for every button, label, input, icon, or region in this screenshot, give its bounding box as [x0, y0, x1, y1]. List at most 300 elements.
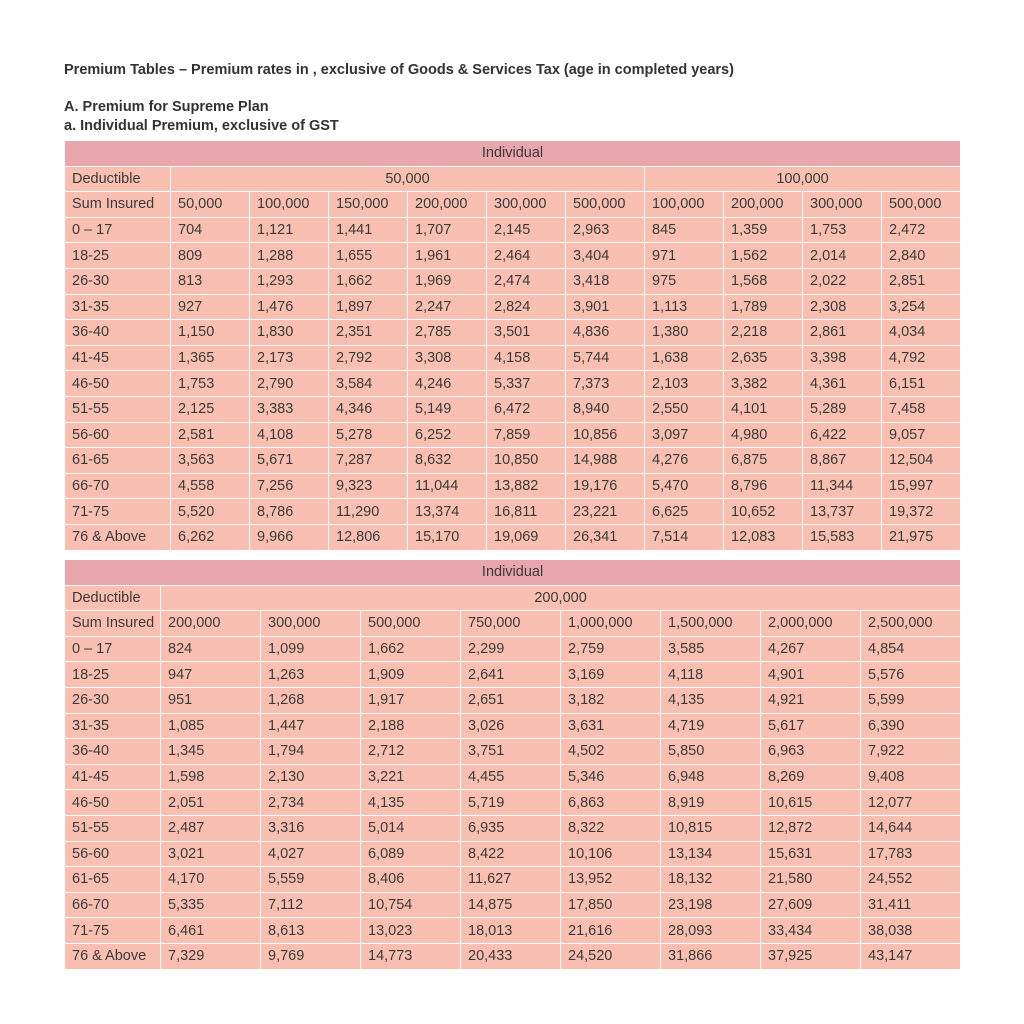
premium-value: 2,218 [724, 320, 803, 346]
deductible-row [65, 166, 961, 192]
table-header-row [65, 141, 961, 167]
premium-value: 1,562 [724, 243, 803, 269]
premium-value: 4,118 [661, 662, 761, 688]
premium-value: 4,135 [661, 687, 761, 713]
table-header: Individual [65, 141, 961, 167]
premium-value: 3,382 [724, 371, 803, 397]
page-title: Premium Tables – Premium rates in , exclusive of Goods & Services Tax (age in completed years) [64, 62, 734, 78]
premium-value: 5,617 [761, 713, 861, 739]
premium-value: 1,707 [408, 217, 487, 243]
premium-value: 13,952 [561, 867, 661, 893]
age-band: 26-30 [65, 687, 161, 713]
premium-value: 5,470 [645, 473, 724, 499]
premium-value: 2,299 [461, 636, 561, 662]
age-band: 56-60 [65, 422, 171, 448]
sum-insured-value: 2,000,000 [761, 611, 861, 637]
premium-value: 2,130 [261, 764, 361, 790]
premium-value: 4,558 [171, 473, 250, 499]
premium-value: 5,559 [261, 867, 361, 893]
premium-value: 2,247 [408, 294, 487, 320]
age-band: 31-35 [65, 294, 171, 320]
premium-value: 24,520 [561, 943, 661, 969]
premium-value: 809 [171, 243, 250, 269]
premium-value: 4,170 [161, 867, 261, 893]
premium-value: 20,433 [461, 943, 561, 969]
table-row [65, 524, 961, 550]
premium-value: 33,434 [761, 918, 861, 944]
premium-value: 2,635 [724, 345, 803, 371]
table-row [65, 422, 961, 448]
premium-value: 1,121 [250, 217, 329, 243]
premium-value: 3,418 [566, 268, 645, 294]
premium-value: 3,398 [803, 345, 882, 371]
premium-value: 6,935 [461, 815, 561, 841]
premium-value: 7,373 [566, 371, 645, 397]
premium-value: 8,613 [261, 918, 361, 944]
premium-value: 3,631 [561, 713, 661, 739]
premium-value: 9,057 [882, 422, 961, 448]
premium-value: 4,158 [487, 345, 566, 371]
premium-value: 14,773 [361, 943, 461, 969]
premium-table-deductible-200k [64, 559, 961, 970]
premium-value: 3,563 [171, 448, 250, 474]
premium-value: 10,615 [761, 790, 861, 816]
premium-value: 3,751 [461, 739, 561, 765]
premium-value: 1,789 [724, 294, 803, 320]
table-row [65, 739, 961, 765]
premium-value: 1,662 [361, 636, 461, 662]
premium-value: 1,345 [161, 739, 261, 765]
premium-value: 6,472 [487, 396, 566, 422]
premium-value: 26,341 [566, 524, 645, 550]
premium-value: 3,901 [566, 294, 645, 320]
premium-value: 1,359 [724, 217, 803, 243]
premium-value: 16,811 [487, 499, 566, 525]
premium-value: 5,520 [171, 499, 250, 525]
table-row [65, 448, 961, 474]
premium-value: 3,383 [250, 396, 329, 422]
premium-value: 4,027 [261, 841, 361, 867]
premium-value: 13,023 [361, 918, 461, 944]
premium-value: 4,246 [408, 371, 487, 397]
premium-value: 9,966 [250, 524, 329, 550]
table-row [65, 345, 961, 371]
table-row [65, 320, 961, 346]
premium-value: 1,441 [329, 217, 408, 243]
premium-value: 1,969 [408, 268, 487, 294]
deductible-label: Deductible [65, 166, 171, 192]
premium-value: 13,882 [487, 473, 566, 499]
premium-value: 14,875 [461, 892, 561, 918]
sum-insured-value: 50,000 [171, 192, 250, 218]
premium-value: 8,919 [661, 790, 761, 816]
premium-table-deductible-50k-100k [64, 140, 961, 551]
sum-insured-value: 1,500,000 [661, 611, 761, 637]
sum-insured-row [65, 192, 961, 218]
premium-value: 4,346 [329, 396, 408, 422]
premium-value: 4,980 [724, 422, 803, 448]
premium-value: 15,997 [882, 473, 961, 499]
premium-value: 3,221 [361, 764, 461, 790]
premium-value: 4,502 [561, 739, 661, 765]
premium-value: 2,103 [645, 371, 724, 397]
age-band: 66-70 [65, 892, 161, 918]
premium-value: 927 [171, 294, 250, 320]
sum-insured-value: 200,000 [161, 611, 261, 637]
subsection-heading: a. Individual Premium, exclusive of GST [64, 118, 339, 134]
premium-value: 4,901 [761, 662, 861, 688]
premium-value: 2,851 [882, 268, 961, 294]
premium-value: 8,940 [566, 396, 645, 422]
premium-value: 12,077 [861, 790, 961, 816]
premium-value: 2,861 [803, 320, 882, 346]
premium-value: 21,580 [761, 867, 861, 893]
deductible-value: 100,000 [645, 166, 961, 192]
premium-value: 5,014 [361, 815, 461, 841]
premium-value: 3,026 [461, 713, 561, 739]
premium-value: 7,256 [250, 473, 329, 499]
table-row [65, 815, 961, 841]
age-band: 18-25 [65, 662, 161, 688]
premium-value: 4,455 [461, 764, 561, 790]
premium-value: 2,188 [361, 713, 461, 739]
premium-value: 2,840 [882, 243, 961, 269]
premium-value: 971 [645, 243, 724, 269]
premium-value: 2,712 [361, 739, 461, 765]
sum-insured-label: Sum Insured [65, 611, 161, 637]
age-band: 36-40 [65, 320, 171, 346]
premium-value: 4,921 [761, 687, 861, 713]
premium-value: 1,085 [161, 713, 261, 739]
premium-value: 2,351 [329, 320, 408, 346]
premium-value: 15,583 [803, 524, 882, 550]
premium-value: 13,134 [661, 841, 761, 867]
premium-value: 4,836 [566, 320, 645, 346]
age-band: 76 & Above [65, 524, 171, 550]
premium-value: 3,021 [161, 841, 261, 867]
premium-value: 17,850 [561, 892, 661, 918]
age-band: 56-60 [65, 841, 161, 867]
age-band: 18-25 [65, 243, 171, 269]
premium-value: 2,173 [250, 345, 329, 371]
premium-value: 2,790 [250, 371, 329, 397]
table-row [65, 790, 961, 816]
table-row [65, 636, 961, 662]
premium-value: 7,922 [861, 739, 961, 765]
premium-value: 6,422 [803, 422, 882, 448]
sum-insured-row [65, 611, 961, 637]
premium-value: 7,458 [882, 396, 961, 422]
sum-insured-value: 2,500,000 [861, 611, 961, 637]
age-band: 0 – 17 [65, 217, 171, 243]
age-band: 46-50 [65, 371, 171, 397]
premium-value: 4,719 [661, 713, 761, 739]
section-heading: A. Premium for Supreme Plan [64, 99, 269, 115]
table-row [65, 662, 961, 688]
premium-value: 3,254 [882, 294, 961, 320]
age-band: 41-45 [65, 764, 161, 790]
premium-value: 10,106 [561, 841, 661, 867]
premium-value: 5,337 [487, 371, 566, 397]
premium-value: 14,988 [566, 448, 645, 474]
premium-value: 9,408 [861, 764, 961, 790]
premium-value: 2,474 [487, 268, 566, 294]
premium-value: 975 [645, 268, 724, 294]
age-band: 36-40 [65, 739, 161, 765]
premium-value: 6,089 [361, 841, 461, 867]
premium-value: 1,568 [724, 268, 803, 294]
premium-value: 31,866 [661, 943, 761, 969]
premium-value: 23,221 [566, 499, 645, 525]
table-row [65, 217, 961, 243]
premium-value: 5,346 [561, 764, 661, 790]
premium-value: 5,289 [803, 396, 882, 422]
premium-value: 3,182 [561, 687, 661, 713]
premium-value: 11,627 [461, 867, 561, 893]
table-row [65, 867, 961, 893]
premium-value: 3,404 [566, 243, 645, 269]
premium-value: 4,792 [882, 345, 961, 371]
premium-value: 6,252 [408, 422, 487, 448]
premium-value: 1,150 [171, 320, 250, 346]
premium-value: 6,625 [645, 499, 724, 525]
table-row [65, 268, 961, 294]
premium-value: 7,287 [329, 448, 408, 474]
premium-value: 1,917 [361, 687, 461, 713]
premium-value: 4,101 [724, 396, 803, 422]
premium-value: 8,406 [361, 867, 461, 893]
deductible-value: 50,000 [171, 166, 645, 192]
premium-value: 2,125 [171, 396, 250, 422]
table-row [65, 371, 961, 397]
premium-value: 2,472 [882, 217, 961, 243]
premium-value: 6,948 [661, 764, 761, 790]
premium-value: 43,147 [861, 943, 961, 969]
premium-value: 1,909 [361, 662, 461, 688]
sum-insured-value: 500,000 [882, 192, 961, 218]
premium-value: 8,786 [250, 499, 329, 525]
table-row [65, 294, 961, 320]
premium-value: 10,850 [487, 448, 566, 474]
premium-value: 8,322 [561, 815, 661, 841]
premium-value: 4,108 [250, 422, 329, 448]
premium-value: 8,632 [408, 448, 487, 474]
sum-insured-value: 500,000 [361, 611, 461, 637]
premium-value: 27,609 [761, 892, 861, 918]
premium-value: 11,044 [408, 473, 487, 499]
age-band: 0 – 17 [65, 636, 161, 662]
premium-value: 1,113 [645, 294, 724, 320]
premium-value: 1,753 [803, 217, 882, 243]
premium-value: 15,170 [408, 524, 487, 550]
premium-value: 38,038 [861, 918, 961, 944]
sum-insured-label: Sum Insured [65, 192, 171, 218]
premium-value: 1,638 [645, 345, 724, 371]
premium-value: 6,151 [882, 371, 961, 397]
premium-value: 7,514 [645, 524, 724, 550]
sum-insured-value: 300,000 [261, 611, 361, 637]
sum-insured-value: 500,000 [566, 192, 645, 218]
sum-insured-value: 200,000 [724, 192, 803, 218]
premium-value: 4,854 [861, 636, 961, 662]
premium-value: 2,785 [408, 320, 487, 346]
premium-value: 1,268 [261, 687, 361, 713]
premium-value: 2,734 [261, 790, 361, 816]
table-header-row [65, 560, 961, 586]
premium-value: 1,655 [329, 243, 408, 269]
premium-value: 2,051 [161, 790, 261, 816]
premium-value: 6,963 [761, 739, 861, 765]
premium-value: 1,263 [261, 662, 361, 688]
premium-value: 4,276 [645, 448, 724, 474]
premium-value: 6,390 [861, 713, 961, 739]
premium-value: 4,135 [361, 790, 461, 816]
age-band: 41-45 [65, 345, 171, 371]
premium-value: 8,269 [761, 764, 861, 790]
premium-value: 17,783 [861, 841, 961, 867]
premium-value: 3,316 [261, 815, 361, 841]
table-row [65, 892, 961, 918]
premium-value: 5,278 [329, 422, 408, 448]
sum-insured-value: 150,000 [329, 192, 408, 218]
premium-value: 21,616 [561, 918, 661, 944]
age-band: 51-55 [65, 396, 171, 422]
premium-value: 3,501 [487, 320, 566, 346]
premium-value: 8,422 [461, 841, 561, 867]
table-row [65, 943, 961, 969]
premium-value: 14,644 [861, 815, 961, 841]
premium-value: 704 [171, 217, 250, 243]
table-row [65, 396, 961, 422]
premium-value: 4,267 [761, 636, 861, 662]
premium-value: 2,487 [161, 815, 261, 841]
premium-value: 12,872 [761, 815, 861, 841]
table-row [65, 841, 961, 867]
premium-value: 21,975 [882, 524, 961, 550]
age-band: 26-30 [65, 268, 171, 294]
premium-value: 5,850 [661, 739, 761, 765]
premium-value: 11,290 [329, 499, 408, 525]
table-row [65, 687, 961, 713]
sum-insured-value: 200,000 [408, 192, 487, 218]
premium-value: 37,925 [761, 943, 861, 969]
premium-value: 5,576 [861, 662, 961, 688]
premium-value: 951 [161, 687, 261, 713]
premium-value: 15,631 [761, 841, 861, 867]
premium-value: 19,176 [566, 473, 645, 499]
premium-value: 947 [161, 662, 261, 688]
premium-value: 1,961 [408, 243, 487, 269]
premium-value: 2,824 [487, 294, 566, 320]
sum-insured-value: 300,000 [487, 192, 566, 218]
table-row [65, 499, 961, 525]
premium-value: 1,288 [250, 243, 329, 269]
age-band: 76 & Above [65, 943, 161, 969]
premium-value: 4,034 [882, 320, 961, 346]
premium-value: 2,759 [561, 636, 661, 662]
premium-value: 9,323 [329, 473, 408, 499]
premium-value: 813 [171, 268, 250, 294]
premium-value: 1,897 [329, 294, 408, 320]
sum-insured-value: 1,000,000 [561, 611, 661, 637]
premium-value: 6,875 [724, 448, 803, 474]
premium-value: 2,464 [487, 243, 566, 269]
age-band: 61-65 [65, 867, 161, 893]
premium-value: 2,145 [487, 217, 566, 243]
premium-value: 2,963 [566, 217, 645, 243]
premium-value: 3,308 [408, 345, 487, 371]
premium-value: 7,859 [487, 422, 566, 448]
premium-value: 3,169 [561, 662, 661, 688]
age-band: 71-75 [65, 918, 161, 944]
premium-value: 1,830 [250, 320, 329, 346]
premium-value: 18,132 [661, 867, 761, 893]
premium-value: 1,662 [329, 268, 408, 294]
table-row [65, 764, 961, 790]
premium-value: 2,641 [461, 662, 561, 688]
deductible-label: Deductible [65, 585, 161, 611]
premium-value: 11,344 [803, 473, 882, 499]
premium-value: 13,737 [803, 499, 882, 525]
age-band: 31-35 [65, 713, 161, 739]
table-row [65, 918, 961, 944]
sum-insured-value: 100,000 [250, 192, 329, 218]
table-row [65, 473, 961, 499]
age-band: 71-75 [65, 499, 171, 525]
age-band: 61-65 [65, 448, 171, 474]
premium-value: 31,411 [861, 892, 961, 918]
premium-value: 10,754 [361, 892, 461, 918]
premium-value: 3,585 [661, 636, 761, 662]
premium-value: 1,598 [161, 764, 261, 790]
premium-value: 1,794 [261, 739, 361, 765]
premium-value: 12,083 [724, 524, 803, 550]
premium-value: 10,652 [724, 499, 803, 525]
premium-value: 12,806 [329, 524, 408, 550]
premium-value: 10,815 [661, 815, 761, 841]
premium-value: 2,581 [171, 422, 250, 448]
premium-value: 6,461 [161, 918, 261, 944]
premium-value: 824 [161, 636, 261, 662]
age-band: 51-55 [65, 815, 161, 841]
premium-value: 3,097 [645, 422, 724, 448]
age-band: 46-50 [65, 790, 161, 816]
premium-value: 12,504 [882, 448, 961, 474]
premium-value: 5,335 [161, 892, 261, 918]
premium-value: 1,380 [645, 320, 724, 346]
premium-value: 7,329 [161, 943, 261, 969]
premium-value: 8,796 [724, 473, 803, 499]
premium-value: 3,584 [329, 371, 408, 397]
premium-value: 1,447 [261, 713, 361, 739]
premium-value: 28,093 [661, 918, 761, 944]
sum-insured-value: 750,000 [461, 611, 561, 637]
premium-value: 6,262 [171, 524, 250, 550]
premium-value: 2,550 [645, 396, 724, 422]
premium-value: 9,769 [261, 943, 361, 969]
premium-value: 8,867 [803, 448, 882, 474]
premium-value: 5,671 [250, 448, 329, 474]
premium-value: 1,099 [261, 636, 361, 662]
premium-value: 1,753 [171, 371, 250, 397]
premium-value: 7,112 [261, 892, 361, 918]
premium-value: 18,013 [461, 918, 561, 944]
sum-insured-value: 300,000 [803, 192, 882, 218]
premium-value: 1,476 [250, 294, 329, 320]
premium-value: 1,365 [171, 345, 250, 371]
premium-value: 5,744 [566, 345, 645, 371]
age-band: 66-70 [65, 473, 171, 499]
